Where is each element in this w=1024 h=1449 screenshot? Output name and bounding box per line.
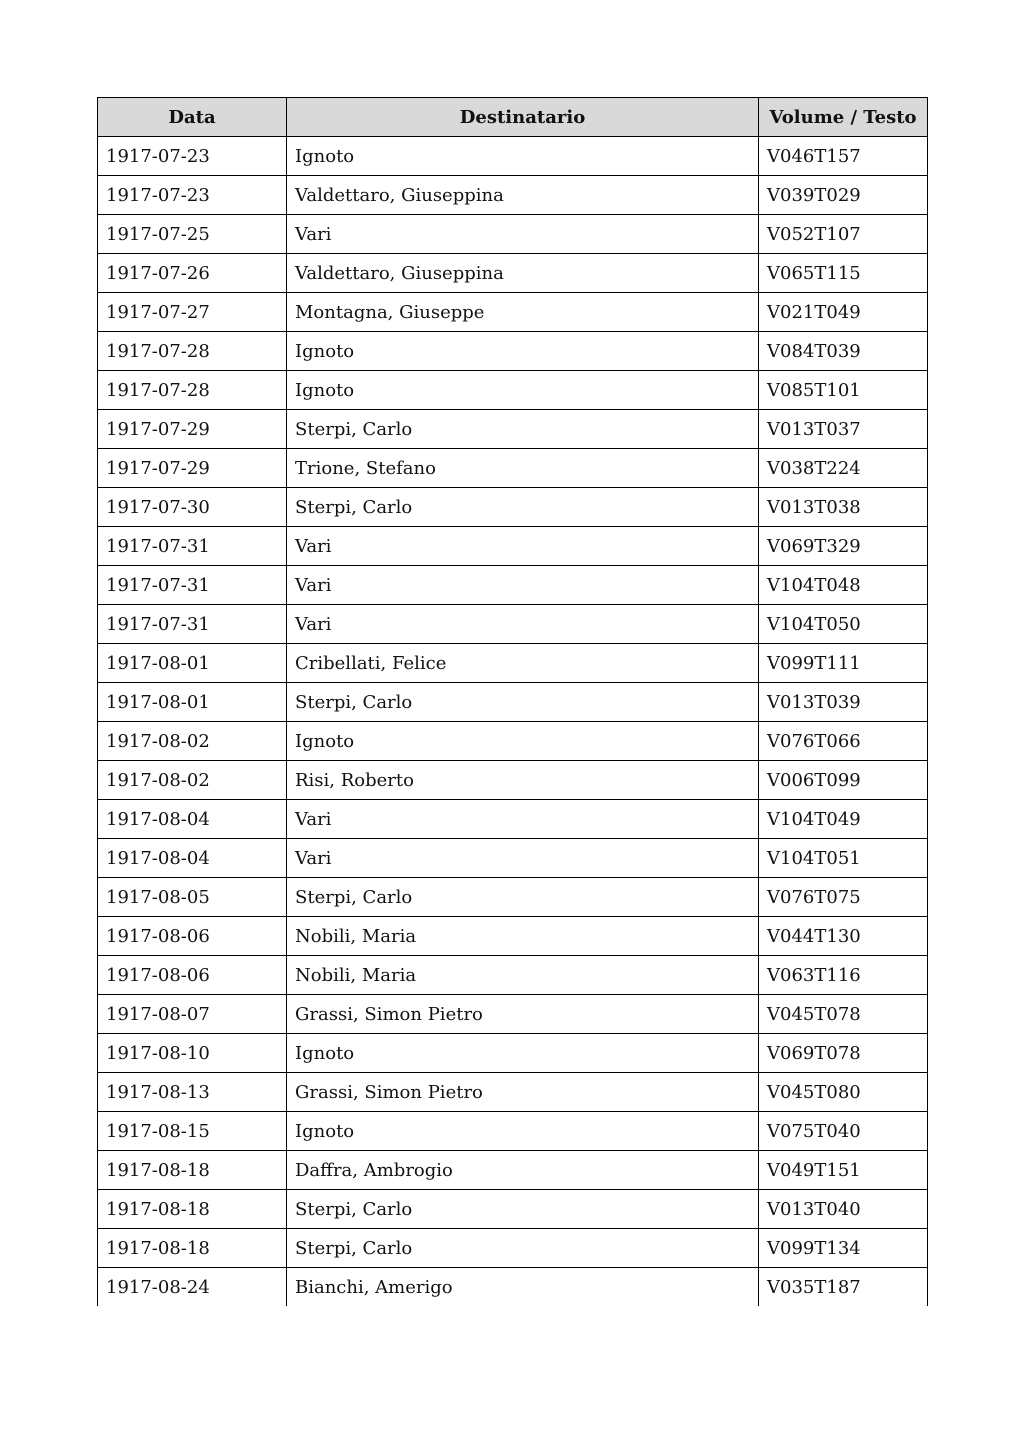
volume-cell: V065T115 — [759, 254, 928, 293]
volume-cell: V084T039 — [759, 332, 928, 371]
recipient-cell: Daffra, Ambrogio — [287, 1151, 759, 1190]
volume-cell: V035T187 — [759, 1268, 928, 1307]
volume-cell: V104T049 — [759, 800, 928, 839]
volume-cell: V045T078 — [759, 995, 928, 1034]
table-row — [98, 605, 928, 644]
recipient-cell: Sterpi, Carlo — [287, 1229, 759, 1268]
date-cell: 1917-07-31 — [98, 527, 287, 566]
date-cell: 1917-08-24 — [98, 1268, 287, 1307]
recipient-cell: Ignoto — [287, 332, 759, 371]
volume-cell: V049T151 — [759, 1151, 928, 1190]
recipient-cell: Sterpi, Carlo — [287, 878, 759, 917]
volume-cell: V069T329 — [759, 527, 928, 566]
table-row — [98, 488, 928, 527]
table-row — [98, 332, 928, 371]
table-row — [98, 683, 928, 722]
date-cell: 1917-08-04 — [98, 839, 287, 878]
date-cell: 1917-07-23 — [98, 137, 287, 176]
table-row — [98, 449, 928, 488]
recipient-cell: Sterpi, Carlo — [287, 410, 759, 449]
date-cell: 1917-07-30 — [98, 488, 287, 527]
volume-cell: V075T040 — [759, 1112, 928, 1151]
volume-cell: V063T116 — [759, 956, 928, 995]
volume-cell: V099T134 — [759, 1229, 928, 1268]
recipient-cell: Sterpi, Carlo — [287, 488, 759, 527]
recipient-cell: Valdettaro, Giuseppina — [287, 176, 759, 215]
recipient-cell: Grassi, Simon Pietro — [287, 1073, 759, 1112]
volume-cell: V085T101 — [759, 371, 928, 410]
table-row — [98, 176, 928, 215]
recipient-cell: Valdettaro, Giuseppina — [287, 254, 759, 293]
recipient-cell: Vari — [287, 527, 759, 566]
volume-cell: V006T099 — [759, 761, 928, 800]
date-cell: 1917-08-06 — [98, 917, 287, 956]
recipient-cell: Ignoto — [287, 1112, 759, 1151]
volume-cell: V076T066 — [759, 722, 928, 761]
table-row — [98, 839, 928, 878]
date-cell: 1917-08-18 — [98, 1190, 287, 1229]
table-row — [98, 1190, 928, 1229]
table-row — [98, 527, 928, 566]
date-cell: 1917-08-18 — [98, 1229, 287, 1268]
recipient-cell: Vari — [287, 800, 759, 839]
recipient-cell: Ignoto — [287, 137, 759, 176]
date-cell: 1917-08-07 — [98, 995, 287, 1034]
table-row — [98, 566, 928, 605]
volume-cell: V013T038 — [759, 488, 928, 527]
volume-cell: V104T048 — [759, 566, 928, 605]
date-cell: 1917-08-10 — [98, 1034, 287, 1073]
recipient-cell: Cribellati, Felice — [287, 644, 759, 683]
volume-cell: V013T039 — [759, 683, 928, 722]
volume-cell: V013T037 — [759, 410, 928, 449]
recipient-cell: Nobili, Maria — [287, 956, 759, 995]
table-row — [98, 995, 928, 1034]
column-header-volume: Volume / Testo — [759, 98, 928, 137]
table-row — [98, 644, 928, 683]
date-cell: 1917-08-01 — [98, 644, 287, 683]
column-header-recipient: Destinatario — [287, 98, 759, 137]
volume-cell: V046T157 — [759, 137, 928, 176]
recipient-cell: Bianchi, Amerigo — [287, 1268, 759, 1307]
date-cell: 1917-07-27 — [98, 293, 287, 332]
date-cell: 1917-08-02 — [98, 761, 287, 800]
volume-cell: V013T040 — [759, 1190, 928, 1229]
volume-cell: V099T111 — [759, 644, 928, 683]
date-cell: 1917-08-18 — [98, 1151, 287, 1190]
recipient-cell: Vari — [287, 605, 759, 644]
date-cell: 1917-08-04 — [98, 800, 287, 839]
table-row — [98, 878, 928, 917]
recipient-cell: Nobili, Maria — [287, 917, 759, 956]
volume-cell: V039T029 — [759, 176, 928, 215]
recipient-cell: Grassi, Simon Pietro — [287, 995, 759, 1034]
date-cell: 1917-07-28 — [98, 371, 287, 410]
date-cell: 1917-08-15 — [98, 1112, 287, 1151]
table-row — [98, 1034, 928, 1073]
date-cell: 1917-07-29 — [98, 449, 287, 488]
table-row — [98, 761, 928, 800]
table-row — [98, 293, 928, 332]
table-row — [98, 1073, 928, 1112]
recipient-cell: Sterpi, Carlo — [287, 683, 759, 722]
recipient-cell: Ignoto — [287, 722, 759, 761]
date-cell: 1917-08-06 — [98, 956, 287, 995]
table-row — [98, 1151, 928, 1190]
table-row — [98, 1268, 928, 1307]
date-cell: 1917-08-02 — [98, 722, 287, 761]
table-body — [98, 137, 928, 1307]
date-cell: 1917-07-31 — [98, 566, 287, 605]
date-cell: 1917-07-23 — [98, 176, 287, 215]
table-row — [98, 137, 928, 176]
date-cell: 1917-07-31 — [98, 605, 287, 644]
table-row — [98, 410, 928, 449]
column-header-date: Data — [98, 98, 287, 137]
volume-cell: V044T130 — [759, 917, 928, 956]
table-row — [98, 254, 928, 293]
volume-cell: V104T051 — [759, 839, 928, 878]
recipient-cell: Ignoto — [287, 371, 759, 410]
recipient-cell: Vari — [287, 215, 759, 254]
date-cell: 1917-07-25 — [98, 215, 287, 254]
table-header — [98, 98, 928, 137]
recipient-cell: Montagna, Giuseppe — [287, 293, 759, 332]
volume-cell: V069T078 — [759, 1034, 928, 1073]
volume-cell: V104T050 — [759, 605, 928, 644]
table-row — [98, 215, 928, 254]
table-row — [98, 371, 928, 410]
recipient-cell: Vari — [287, 839, 759, 878]
date-cell: 1917-08-01 — [98, 683, 287, 722]
table-row — [98, 722, 928, 761]
table-row — [98, 1229, 928, 1268]
letters-table — [97, 97, 928, 1306]
recipient-cell: Trione, Stefano — [287, 449, 759, 488]
header-row — [98, 98, 928, 137]
table-row — [98, 1112, 928, 1151]
recipient-cell: Risi, Roberto — [287, 761, 759, 800]
table-row — [98, 800, 928, 839]
volume-cell: V038T224 — [759, 449, 928, 488]
recipient-cell: Ignoto — [287, 1034, 759, 1073]
date-cell: 1917-07-26 — [98, 254, 287, 293]
volume-cell: V076T075 — [759, 878, 928, 917]
date-cell: 1917-07-29 — [98, 410, 287, 449]
recipient-cell: Sterpi, Carlo — [287, 1190, 759, 1229]
table-row — [98, 917, 928, 956]
volume-cell: V021T049 — [759, 293, 928, 332]
volume-cell: V045T080 — [759, 1073, 928, 1112]
date-cell: 1917-08-13 — [98, 1073, 287, 1112]
date-cell: 1917-07-28 — [98, 332, 287, 371]
volume-cell: V052T107 — [759, 215, 928, 254]
date-cell: 1917-08-05 — [98, 878, 287, 917]
recipient-cell: Vari — [287, 566, 759, 605]
table-row — [98, 956, 928, 995]
